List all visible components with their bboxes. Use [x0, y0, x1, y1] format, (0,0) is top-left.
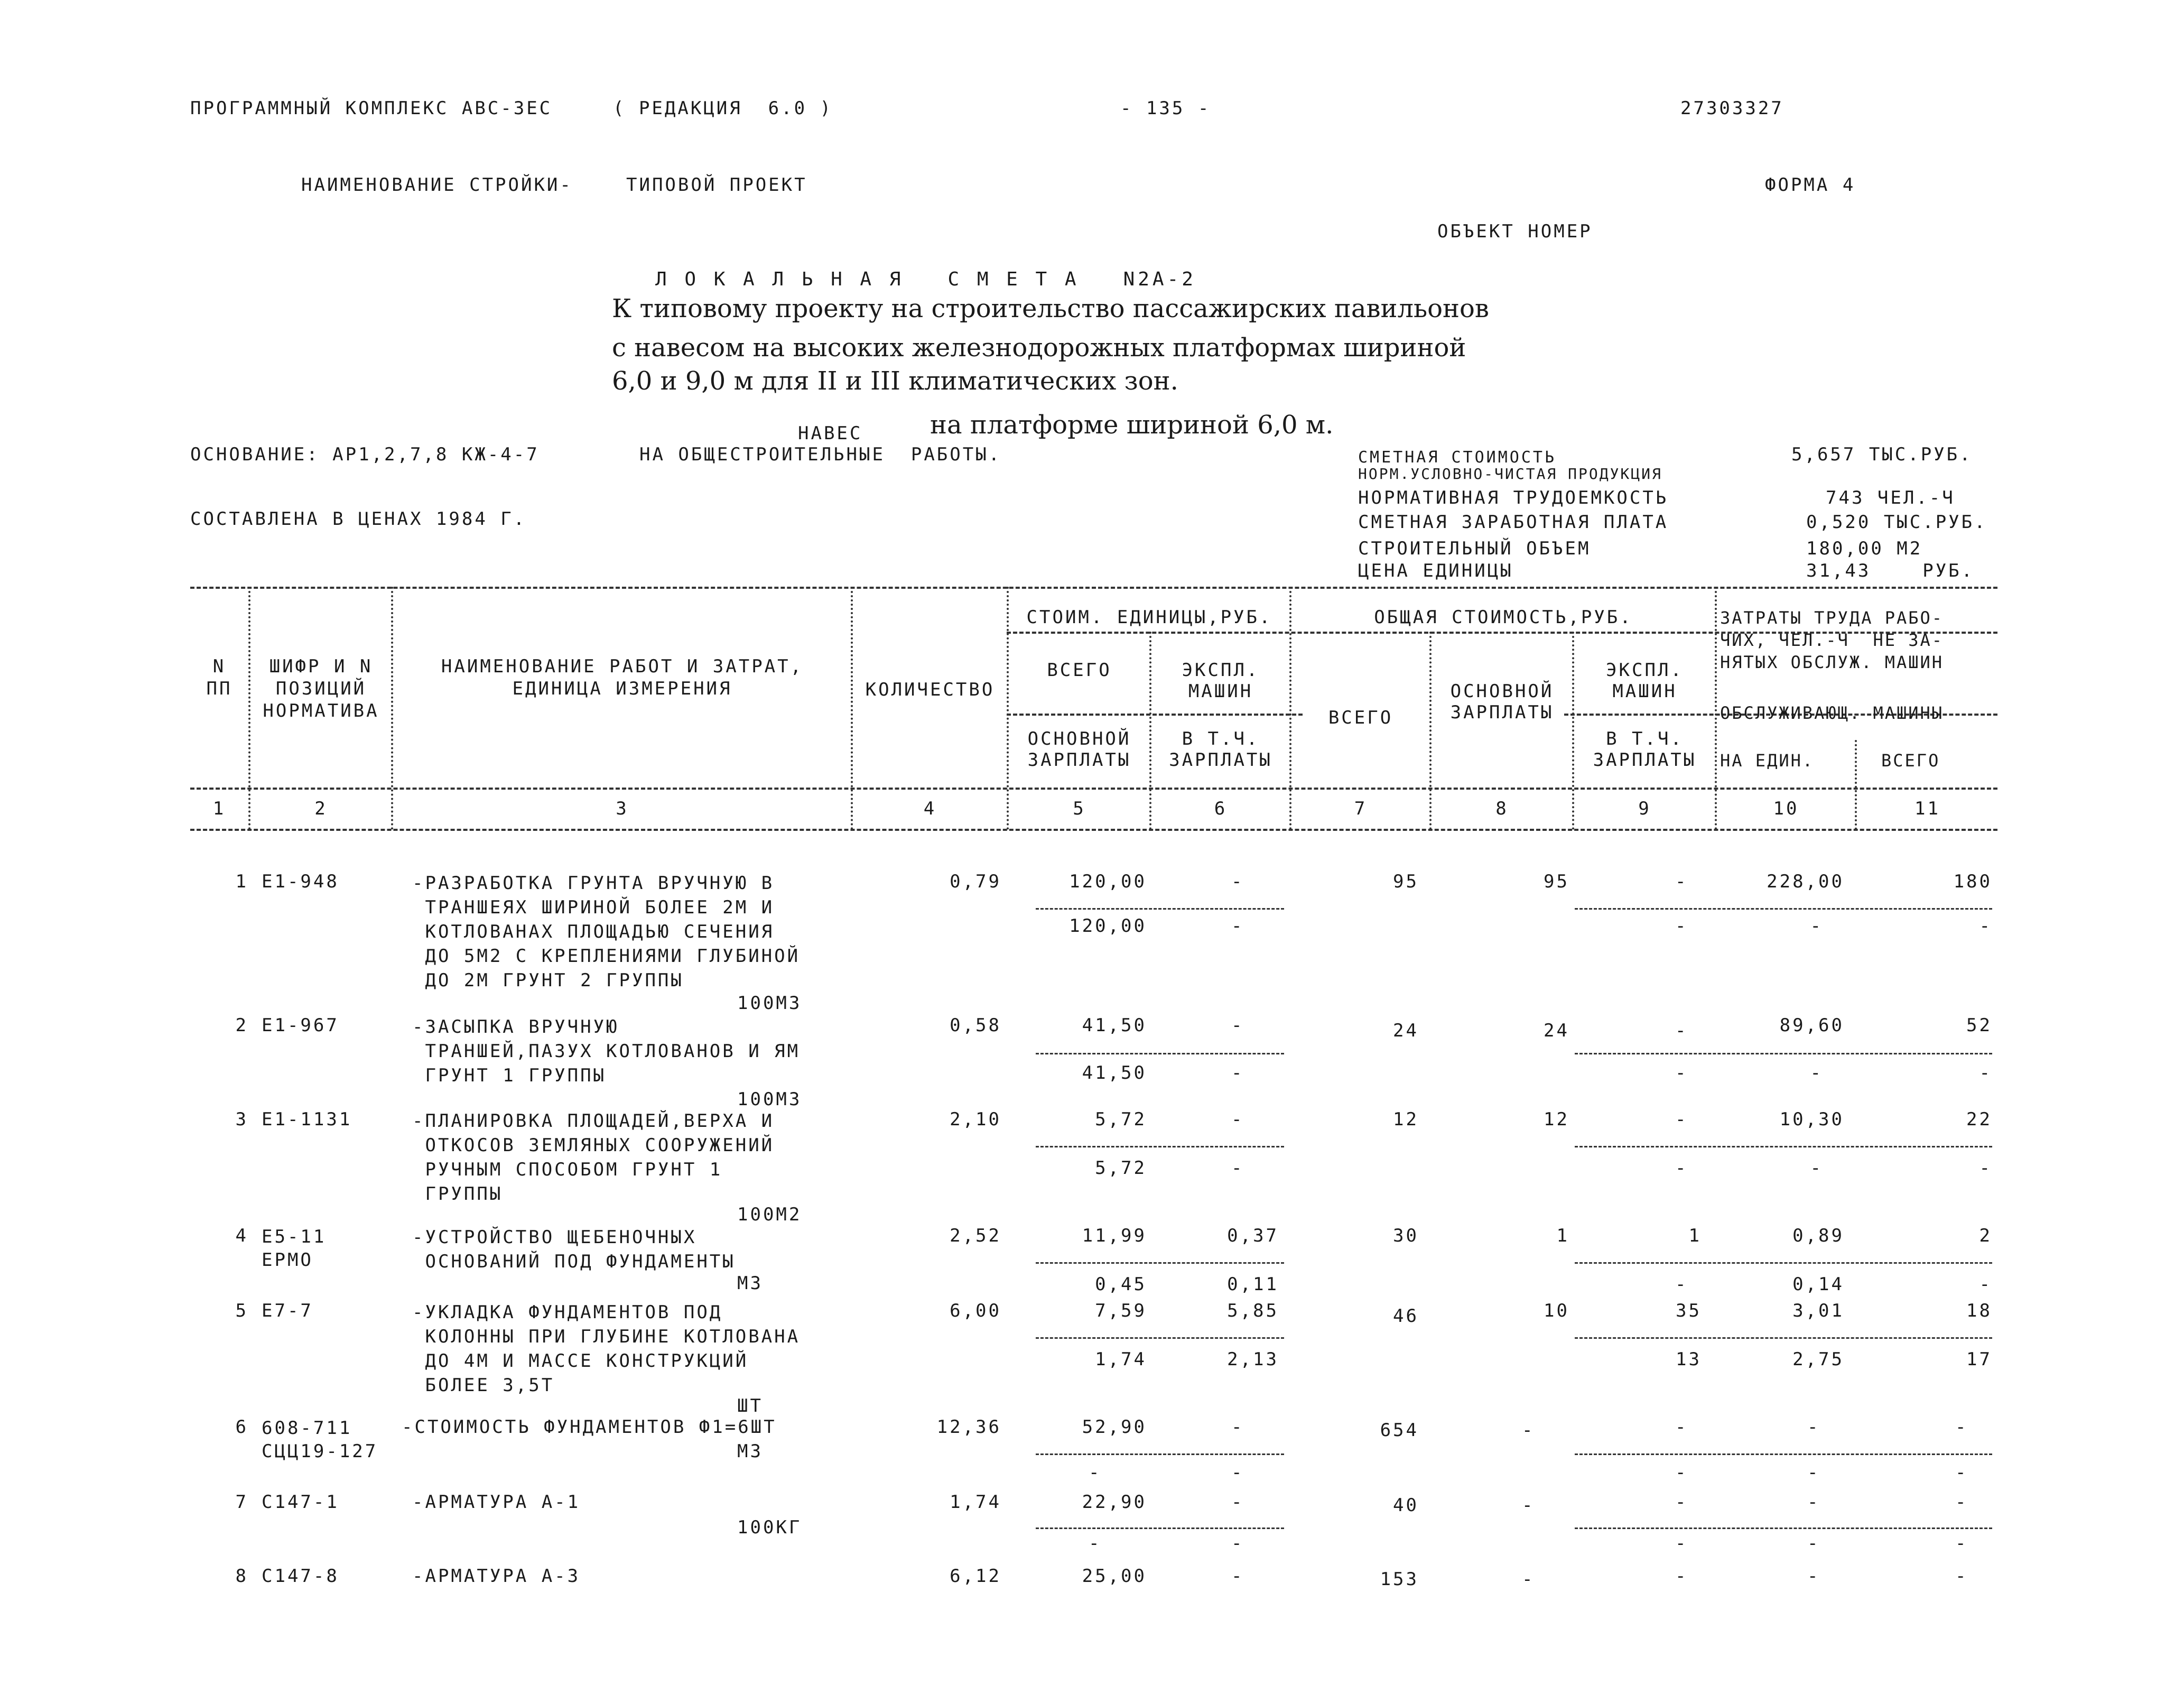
row-unit: 100М3: [737, 993, 802, 1014]
summary-value-unit-price: 31,43 РУБ.: [1806, 560, 1975, 581]
row-underline-total: [1575, 908, 1992, 910]
row-underline-total: [1575, 1146, 1992, 1147]
row-labor-unit: 89,60: [1779, 1015, 1844, 1036]
row-unit-incl-wage: -: [1231, 915, 1244, 937]
th-unit-incl-wage: В Т.Ч. ЗАРПЛАТЫ: [1169, 728, 1272, 771]
row-labor-unit-machine: 0,14: [1792, 1274, 1844, 1295]
th-total-cost: ОБЩАЯ СТОИМОСТЬ,РУБ.: [1374, 607, 1633, 628]
row-unit-base-wage: 5,72: [1095, 1158, 1147, 1179]
edition-label: ( РЕДАКЦИЯ 6.0 ): [613, 98, 833, 119]
row-total-machine: -: [1675, 1109, 1688, 1130]
row-unit-base-wage: 120,00: [1069, 915, 1147, 937]
row-labor-unit-machine: 2,75: [1792, 1349, 1844, 1370]
col-sep-2: [391, 587, 393, 830]
row-labor-total-machine: -: [1955, 1533, 1968, 1554]
row-name: -АРМАТУРА А-3: [412, 1566, 581, 1587]
row-labor-unit: 228,00: [1767, 871, 1844, 892]
row-labor-total: 52: [1966, 1015, 1992, 1036]
header-bottom-rule: [190, 788, 1997, 790]
col-num-3: 3: [616, 798, 629, 819]
construction-value: ТИПОВОЙ ПРОЕКТ: [626, 174, 807, 196]
row-total-base-wage: -: [1522, 1569, 1535, 1590]
row-total-machine: -: [1675, 1416, 1688, 1438]
row-code: С147-1: [262, 1492, 339, 1513]
row-total-all: 95: [1393, 871, 1419, 892]
col-num-6: 6: [1214, 798, 1228, 819]
th-labor: ЗАТРАТЫ ТРУДА РАБО- ЧИХ, ЧЕЛ.-Ч НЕ ЗА- НЯТЫХ ОБСЛУЖ. МАШИН: [1720, 608, 1944, 672]
row-name: -СТОИМОСТЬ ФУНДАМЕНТОВ Ф1=6ШТ: [402, 1416, 777, 1438]
summary-label-labor: НОРМАТИВНАЯ ТРУДОЕМКОСТЬ: [1358, 487, 1669, 508]
row-name: -АРМАТУРА А-1: [412, 1492, 581, 1513]
row-unit-machine: -: [1231, 1566, 1244, 1587]
row-unit-base-wage: -: [1089, 1533, 1102, 1554]
row-total-machine: -: [1675, 871, 1688, 892]
row-labor-total-machine: -: [1979, 1158, 1992, 1179]
row-name: -РАЗРАБОТКА ГРУНТА ВРУЧНУЮ В ТРАНШЕЯХ ШИРИНОЙ БОЛЕЕ 2М И КОТЛОВАНАХ ПЛОЩАДЬЮ СЕЧЕНИЯ ДО 5М2 С КРЕПЛЕНИЯМИ ГЛУБИНОЙ ДО 2М ГРУНТ 2 ГРУППЫ: [412, 873, 801, 991]
row-number: 6: [235, 1416, 248, 1438]
summary-label-net-product: НОРМ.УСЛОВНО-ЧИСТАЯ ПРОДУКЦИЯ: [1358, 465, 1662, 483]
row-unit: М3: [737, 1441, 763, 1462]
title-line-2: с навесом на высоких железнодорожных платформах шириной: [612, 333, 1466, 363]
summary-value-labor: 743 ЧЕЛ.-Ч: [1826, 487, 1955, 508]
row-number: 1: [235, 871, 248, 892]
row-labor-unit: -: [1807, 1492, 1820, 1513]
row-unit-machine: 0,37: [1227, 1225, 1279, 1246]
th-total-incl-wage: В Т.Ч. ЗАРПЛАТЫ: [1593, 728, 1697, 771]
th-n: N ПП: [206, 656, 233, 699]
row-total-all: 654: [1380, 1420, 1419, 1441]
col-sep-7: [1429, 632, 1432, 830]
object-number: ОБЪЕКТ НОМЕР: [1437, 221, 1593, 242]
row-qty: 6,12: [950, 1566, 1001, 1587]
row-unit-total: 5,72: [1095, 1109, 1147, 1130]
row-underline-total: [1575, 1453, 1992, 1455]
row-total-machine: 1: [1688, 1225, 1702, 1246]
th-unit-total: ВСЕГО: [1047, 660, 1112, 681]
row-total-machine: -: [1675, 1566, 1688, 1587]
col-sep-5: [1149, 632, 1151, 830]
row-unit: ШТ: [737, 1395, 763, 1416]
th-unit-machine: ЭКСПЛ. МАШИН: [1182, 660, 1260, 702]
row-qty: 2,10: [950, 1109, 1001, 1130]
col-num-8: 8: [1495, 798, 1509, 819]
col-num-10: 10: [1773, 798, 1799, 819]
row-qty: 0,79: [950, 871, 1001, 892]
row-unit-total: 120,00: [1069, 871, 1147, 892]
row-unit-base-wage: 1,74: [1095, 1349, 1147, 1370]
th-qty: КОЛИЧЕСТВО: [865, 679, 995, 700]
row-underline-unit: [1036, 1453, 1284, 1455]
row-total-incl-wage: -: [1675, 915, 1688, 937]
col-sep-8: [1572, 632, 1574, 830]
row-number: 2: [235, 1015, 248, 1036]
col-num-5: 5: [1073, 798, 1086, 819]
row-unit-machine: -: [1231, 1015, 1244, 1036]
col-num-9: 9: [1638, 798, 1651, 819]
row-underline-unit: [1036, 1527, 1284, 1529]
row-code: Е1-1131: [262, 1109, 352, 1130]
title-line-4: на платформе шириной 6,0 м.: [930, 410, 1334, 440]
document-code: 27303327: [1680, 98, 1784, 119]
row-underline-unit: [1036, 1337, 1284, 1339]
row-code: Е7-7: [262, 1300, 313, 1321]
row-labor-total-machine: -: [1955, 1462, 1968, 1483]
title-line-5: НА ОБЩЕСТРОИТЕЛЬНЫЕ РАБОТЫ.: [639, 444, 1002, 465]
row-qty: 6,00: [950, 1300, 1001, 1321]
col-num-11: 11: [1915, 798, 1940, 819]
row-unit-machine: 5,85: [1227, 1300, 1279, 1321]
row-labor-unit-machine: -: [1807, 1533, 1820, 1554]
row-total-all: 40: [1393, 1495, 1419, 1516]
th-code: ШИФР И N ПОЗИЦИЙ НОРМАТИВА: [263, 656, 379, 721]
row-total-incl-wage: -: [1675, 1274, 1688, 1295]
col-sep-9: [1715, 587, 1717, 830]
prices-label: СОСТАВЛЕНА В ЦЕНАХ 1984 Г.: [190, 508, 527, 530]
row-underline-unit: [1036, 1262, 1284, 1264]
construction-label: НАИМЕНОВАНИЕ СТРОЙКИ-: [301, 174, 573, 196]
row-unit-machine: -: [1231, 1109, 1244, 1130]
row-labor-unit-machine: -: [1807, 1462, 1820, 1483]
row-underline-total: [1575, 1527, 1992, 1529]
row-total-base-wage: 24: [1544, 1020, 1569, 1041]
row-number: 7: [235, 1492, 248, 1513]
row-unit-base-wage: 41,50: [1082, 1062, 1147, 1084]
row-total-all: 12: [1393, 1109, 1419, 1130]
row-unit-total: 7,59: [1095, 1300, 1147, 1321]
row-code: Е1-967: [262, 1015, 339, 1036]
row-name: -ПЛАНИРОВКА ПЛОЩАДЕЙ,ВЕРХА И ОТКОСОВ ЗЕМЛЯНЫХ СООРУЖЕНИЙ РУЧНЫМ СПОСОБОМ ГРУНТ 1 ГРУППЫ: [412, 1110, 775, 1205]
th-total-base-wage: ОСНОВНОЙ ЗАРПЛАТЫ: [1450, 681, 1554, 723]
row-unit-machine: -: [1231, 1416, 1244, 1438]
col-num-4: 4: [923, 798, 937, 819]
row-unit-total: 52,90: [1082, 1416, 1147, 1438]
row-underline-unit: [1036, 908, 1284, 910]
row-number: 4: [235, 1225, 248, 1246]
col-sep-10: [1855, 740, 1857, 830]
row-total-machine: -: [1675, 1492, 1688, 1513]
summary-label-unit-price: ЦЕНА ЕДИНИЦЫ: [1358, 560, 1513, 581]
row-labor-unit-machine: -: [1810, 1062, 1823, 1084]
row-labor-total: 22: [1966, 1109, 1992, 1130]
title-line-4-prefix: НАВЕС: [798, 423, 863, 444]
title-line-1: К типовому проекту на строительство пассажирских павильонов: [612, 294, 1489, 323]
row-total-machine: -: [1675, 1020, 1688, 1041]
row-total-all: 46: [1393, 1306, 1419, 1327]
row-total-base-wage: 95: [1544, 871, 1569, 892]
row-code: Е5-11 ЕРМО: [262, 1226, 327, 1271]
row-number: 5: [235, 1300, 248, 1321]
col-sep-6: [1289, 587, 1291, 830]
row-number: 3: [235, 1109, 248, 1130]
row-underline-total: [1575, 1053, 1992, 1054]
row-unit-total: 25,00: [1082, 1566, 1147, 1587]
page-number: - 135 -: [1120, 98, 1211, 119]
row-labor-unit: -: [1807, 1416, 1820, 1438]
row-unit-total: 11,99: [1082, 1225, 1147, 1246]
basis-label: ОСНОВАНИЕ: АР1,2,7,8 КЖ-4-7: [190, 444, 540, 465]
row-total-base-wage: -: [1522, 1420, 1535, 1441]
row-unit: 100КГ: [737, 1517, 802, 1538]
row-labor-total: -: [1955, 1492, 1968, 1513]
summary-value-wage: 0,520 ТЫС.РУБ.: [1806, 512, 1987, 533]
row-underline-unit: [1036, 1053, 1284, 1054]
row-unit-total: 41,50: [1082, 1015, 1147, 1036]
row-total-base-wage: -: [1522, 1495, 1535, 1516]
row-labor-total: 180: [1953, 871, 1992, 892]
row-unit-incl-wage: 0,11: [1227, 1274, 1279, 1295]
row-unit: М3: [737, 1273, 763, 1294]
row-total-base-wage: 12: [1544, 1109, 1569, 1130]
th-labor-unit: НА ЕДИН.: [1720, 751, 1815, 771]
estimate-heading: Л О К А Л Ь Н А Я С М Е Т А N2А-2: [655, 269, 1196, 290]
row-labor-unit: 3,01: [1792, 1300, 1844, 1321]
row-number: 8: [235, 1566, 248, 1587]
row-unit-incl-wage: -: [1231, 1158, 1244, 1179]
col-sep-3: [851, 587, 853, 830]
row-unit-base-wage: -: [1089, 1462, 1102, 1483]
row-total-incl-wage: -: [1675, 1533, 1688, 1554]
row-total-incl-wage: -: [1675, 1158, 1688, 1179]
row-unit-incl-wage: -: [1231, 1462, 1244, 1483]
header-number-rule: [190, 829, 1997, 831]
program-name: ПРОГРАММНЫЙ КОМПЛЕКС АВС-3ЕС: [190, 98, 553, 119]
row-unit-total: 22,90: [1082, 1492, 1147, 1513]
col-num-1: 1: [212, 798, 226, 819]
summary-label-cost: СМЕТНАЯ СТОИМОСТЬ: [1358, 448, 1557, 467]
row-unit-incl-wage: -: [1231, 1533, 1244, 1554]
row-labor-total: 18: [1966, 1300, 1992, 1321]
row-unit-machine: -: [1231, 1492, 1244, 1513]
header-top-rule: [190, 587, 1997, 589]
summary-label-wage: СМЕТНАЯ ЗАРАБОТНАЯ ПЛАТА: [1358, 512, 1669, 533]
th-name: НАИМЕНОВАНИЕ РАБОТ И ЗАТРАТ, ЕДИНИЦА ИЗМЕРЕНИЯ: [441, 656, 804, 699]
row-unit-base-wage: 0,45: [1095, 1274, 1147, 1295]
row-unit-incl-wage: 2,13: [1227, 1349, 1279, 1370]
row-labor-total: 2: [1979, 1225, 1992, 1246]
row-total-all: 153: [1380, 1569, 1419, 1590]
row-total-incl-wage: -: [1675, 1462, 1688, 1483]
row-total-all: 24: [1393, 1020, 1419, 1041]
row-qty: 12,36: [936, 1416, 1001, 1438]
row-name: -УКЛАДКА ФУНДАМЕНТОВ ПОД КОЛОННЫ ПРИ ГЛУБИНЕ КОТЛОВАНА ДО 4М И МАССЕ КОНСТРУКЦИЙ БОЛЕЕ 3,5Т: [412, 1302, 801, 1396]
th-unit-base-wage: ОСНОВНОЙ ЗАРПЛАТЫ: [1027, 728, 1131, 771]
row-labor-total-machine: -: [1979, 915, 1992, 937]
row-qty: 1,74: [950, 1492, 1001, 1513]
row-code: С147-8: [262, 1566, 339, 1587]
row-underline-total: [1575, 1337, 1992, 1339]
summary-value-volume: 180,00 М2: [1806, 538, 1923, 559]
row-name: -УСТРОЙСТВО ЩЕБЕНОЧНЫХ ОСНОВАНИЙ ПОД ФУНДАМЕНТЫ: [412, 1227, 736, 1272]
row-code: Е1-948: [262, 871, 339, 892]
row-total-incl-wage: 13: [1676, 1349, 1702, 1370]
th-labor-sub: ОБСЛУЖИВАЮЩ. МАШИНЫ: [1720, 703, 1944, 723]
row-total-base-wage: 1: [1556, 1225, 1569, 1246]
header-sub-rule-unit: [1007, 714, 1303, 716]
row-labor-total-machine: -: [1979, 1274, 1992, 1295]
row-labor-unit-machine: -: [1810, 1158, 1823, 1179]
row-total-machine: 35: [1676, 1300, 1702, 1321]
col-num-7: 7: [1354, 798, 1368, 819]
th-unit-cost: СТОИМ. ЕДИНИЦЫ,РУБ.: [1026, 607, 1272, 628]
row-labor-total: -: [1955, 1566, 1968, 1587]
row-code: 608-711 СЦЦ19-127: [262, 1418, 378, 1462]
row-labor-total-machine: 17: [1966, 1349, 1992, 1370]
row-underline-unit: [1036, 1146, 1284, 1147]
col-sep-4: [1007, 587, 1009, 830]
summary-label-volume: СТРОИТЕЛЬНЫЙ ОБЪЕМ: [1358, 538, 1591, 559]
row-labor-unit: -: [1807, 1566, 1820, 1587]
row-labor-unit: 0,89: [1792, 1225, 1844, 1246]
summary-value-cost: 5,657 ТЫС.РУБ.: [1791, 444, 1973, 465]
row-total-incl-wage: -: [1675, 1062, 1688, 1084]
row-unit-machine: -: [1231, 871, 1244, 892]
row-unit-incl-wage: -: [1231, 1062, 1244, 1084]
title-line-3: 6,0 и 9,0 м для II и III климатических зон.: [612, 366, 1178, 396]
row-labor-unit-machine: -: [1810, 915, 1823, 937]
row-qty: 2,52: [950, 1225, 1001, 1246]
row-labor-total-machine: -: [1979, 1062, 1992, 1084]
row-qty: 0,58: [950, 1015, 1001, 1036]
th-labor-total: ВСЕГО: [1881, 751, 1940, 771]
col-sep-1: [248, 587, 250, 830]
row-unit: 100М3: [737, 1089, 802, 1110]
row-name: -ЗАСЫПКА ВРУЧНУЮ ТРАНШЕЙ,ПАЗУХ КОТЛОВАНОВ И ЯМ ГРУНТ 1 ГРУППЫ: [412, 1016, 801, 1086]
row-labor-total: -: [1955, 1416, 1968, 1438]
row-total-base-wage: 10: [1544, 1300, 1569, 1321]
row-labor-unit: 10,30: [1779, 1109, 1844, 1130]
row-total-all: 30: [1393, 1225, 1419, 1246]
col-num-2: 2: [314, 798, 328, 819]
th-total-all: ВСЕГО: [1328, 707, 1393, 728]
row-underline-total: [1575, 1262, 1992, 1264]
th-total-machine: ЭКСПЛ. МАШИН: [1606, 660, 1684, 702]
form-number: ФОРМА 4: [1765, 174, 1856, 196]
row-unit: 100М2: [737, 1204, 802, 1225]
